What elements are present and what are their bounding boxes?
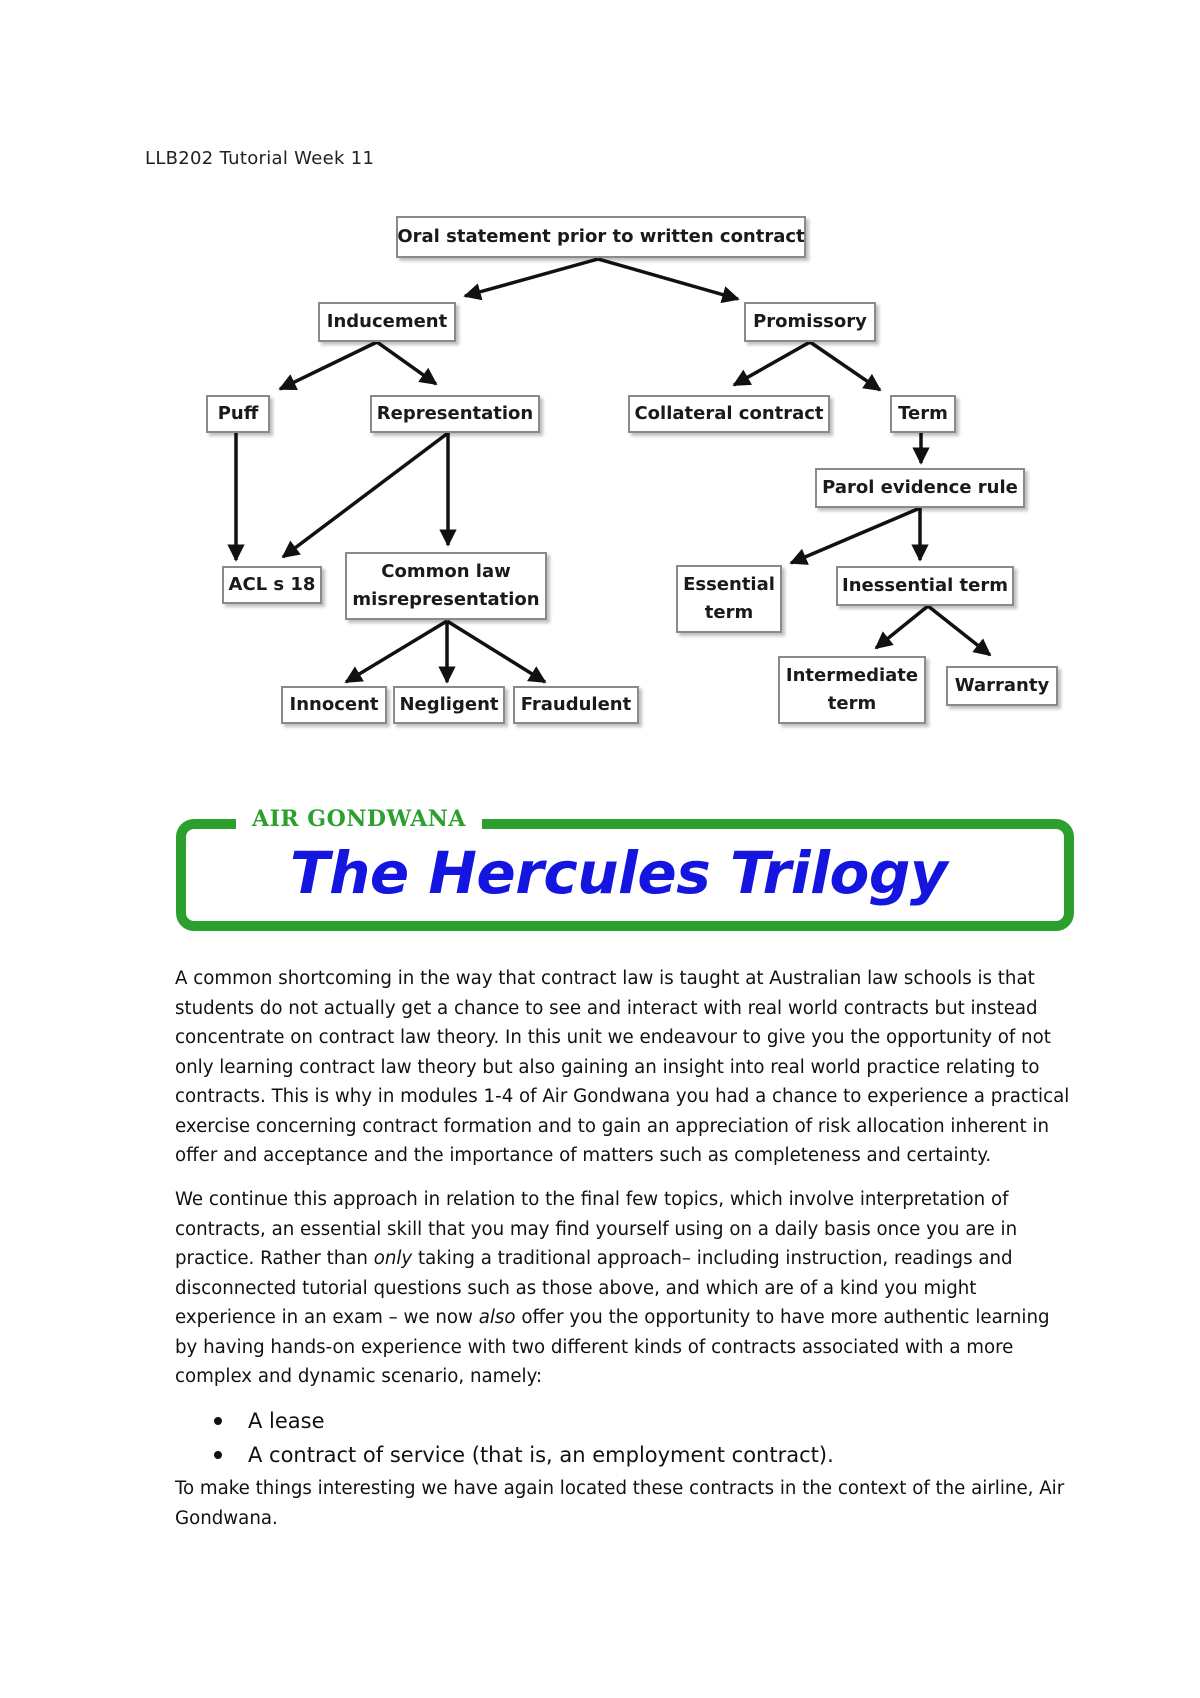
arrow-oral-promissory	[598, 259, 738, 299]
node-inessential-term: Inessential term	[836, 566, 1014, 606]
arrow-commonlaw-innocent	[346, 621, 447, 682]
node-intermediate-term	[778, 656, 926, 724]
node-intermediate-line2: term	[827, 693, 877, 714]
arrow-promissory-term	[810, 342, 880, 390]
node-acl-s18: ACL s 18	[222, 566, 322, 604]
arrow-commonlaw-fraudulent	[447, 621, 545, 682]
node-puff: Puff	[206, 395, 270, 433]
node-collateral-contract: Collateral contract	[628, 395, 830, 433]
arrow-inducement-puff	[280, 342, 377, 389]
node-fraudulent: Fraudulent	[513, 686, 639, 724]
node-common-law-line1: Common law	[381, 561, 511, 582]
node-essential-line2: term	[704, 602, 754, 623]
node-oral-statement: Oral statement prior to written contract	[396, 216, 806, 258]
arrow-parol-essential	[791, 508, 920, 563]
bullet-dot-icon	[214, 1451, 222, 1459]
paragraph-2-emphasis-only: only	[373, 1248, 413, 1269]
document-header: LLB202 Tutorial Week 11	[145, 148, 375, 169]
node-term: Term	[890, 395, 956, 433]
arrow-inducement-representation	[377, 342, 436, 384]
node-inducement: Inducement	[318, 302, 456, 342]
node-representation: Representation	[370, 395, 540, 433]
node-essential-term	[676, 565, 782, 633]
concept-diagram	[0, 0, 1200, 760]
bullet-text: A lease	[248, 1409, 325, 1433]
paragraph-2	[175, 1185, 1075, 1392]
arrow-promissory-collateral	[734, 342, 810, 385]
node-parol-evidence-rule: Parol evidence rule	[815, 468, 1025, 508]
node-innocent: Innocent	[281, 686, 387, 724]
paragraph-2-part-c: offer you the opportunity to have more authentic learning by having hands-on experience with two different kinds of contracts associated with a more complex and dynamic scenario, namely:	[175, 1307, 1050, 1387]
arrow-inessential-warranty	[928, 606, 990, 655]
arrow-inessential-intermediate	[876, 606, 928, 648]
paragraph-2-part-a: We continue this approach in relation to the final few topics, which involve interpretation of contracts, an essential skill that you may find yourself using on a daily basis once you are in practice. Rather than	[175, 1189, 1018, 1269]
node-warranty: Warranty	[946, 666, 1058, 706]
paragraph-1: A common shortcoming in the way that contract law is taught at Australian law schools is that students do not actually get a chance to see and interact with real world contracts but instead concentrate on contract law theory. In this unit we endeavour to give you the opportunity of not only learning contract law theory but also gaining an insight into real world practice relating to contracts. This is why in modules 1-4 of Air Gondwana you had a chance to experience a practical exercise concerning contract formation and to gain an appreciation of risk allocation inherent in offer and acceptance and the importance of matters such as completeness and certainty.	[175, 968, 1070, 1166]
paragraph-2-emphasis-also: also	[478, 1307, 516, 1328]
bullet-dot-icon	[214, 1417, 222, 1425]
bullet-item	[210, 1404, 834, 1438]
arrow-representation-acl	[283, 433, 448, 557]
node-common-law-line2: misrepresentation	[352, 589, 540, 610]
banner-subtitle: AIR GONDWANA	[236, 806, 482, 832]
node-negligent: Negligent	[393, 686, 505, 724]
paragraph-3: To make things interesting we have again located these contracts in the context of the airline, Air Gondwana.	[175, 1478, 1065, 1529]
node-intermediate-line1: Intermediate	[785, 665, 919, 686]
paragraph-2-part-b: taking a traditional approach– including instruction, readings and disconnected tutorial questions such as those above, and which are of a kind you might experience in an exam – we now	[175, 1248, 1013, 1328]
node-essential-line1: Essential	[683, 574, 775, 595]
bullet-text: A contract of service (that is, an employment contract).	[248, 1443, 834, 1467]
node-common-law-misrepresentation	[345, 552, 547, 620]
bullet-item	[210, 1438, 834, 1472]
node-promissory: Promissory	[744, 302, 876, 342]
arrow-oral-inducement	[465, 259, 598, 296]
bullet-list	[210, 1404, 834, 1472]
banner-title: The Hercules Trilogy	[290, 839, 948, 907]
